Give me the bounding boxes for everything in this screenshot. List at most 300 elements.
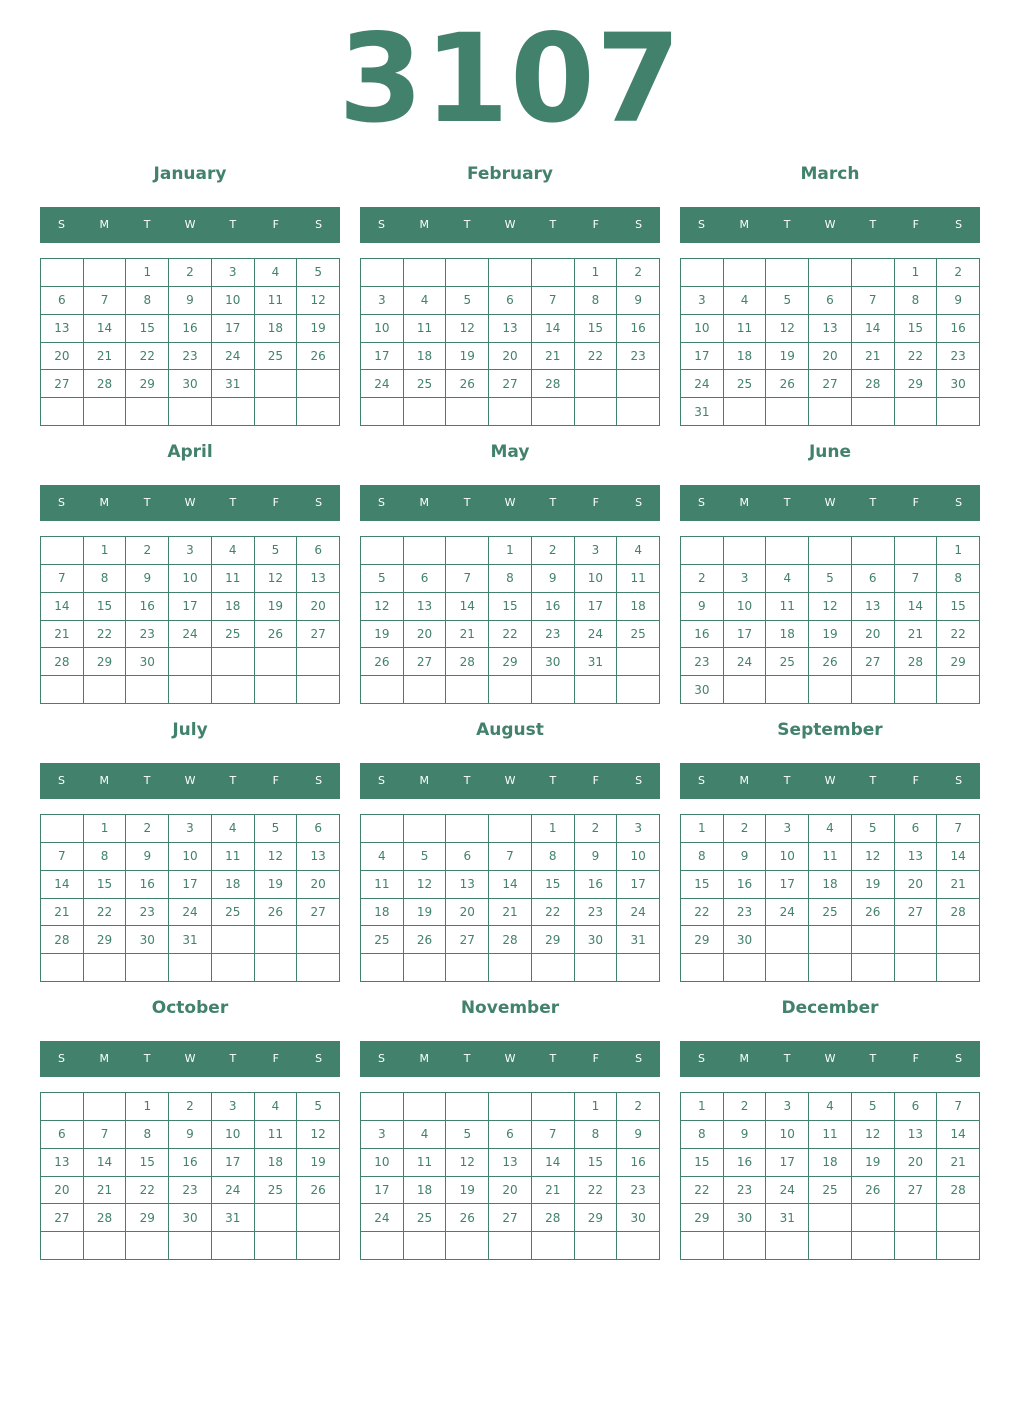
day-cell: 24 (724, 648, 767, 676)
month-name: November (460, 998, 560, 1018)
day-cell: 8 (489, 565, 532, 593)
empty-cell (404, 398, 447, 426)
weekday-label: T (463, 1052, 471, 1065)
day-cell: 14 (532, 1149, 575, 1177)
day-cell: 13 (297, 843, 340, 871)
day-cell: 12 (809, 593, 852, 621)
month-january (40, 154, 340, 424)
day-cell: 13 (895, 1121, 938, 1149)
weekday-label: T (143, 218, 151, 231)
weekday-label: F (912, 1052, 919, 1065)
day-cell: 1 (126, 259, 169, 287)
weekday-label: T (229, 496, 237, 509)
weekday-header (40, 485, 340, 521)
empty-cell (446, 1093, 489, 1121)
month-october (40, 988, 340, 1258)
day-cell: 28 (84, 1204, 127, 1232)
day-cell: 18 (212, 871, 255, 899)
day-cell: 8 (937, 565, 980, 593)
empty-cell (809, 1204, 852, 1232)
day-cell: 20 (297, 593, 340, 621)
day-cell: 13 (41, 1149, 84, 1177)
day-cell: 19 (852, 871, 895, 899)
day-cell: 16 (532, 593, 575, 621)
day-cell: 29 (489, 648, 532, 676)
day-cell: 26 (766, 370, 809, 398)
day-cell: 6 (404, 565, 447, 593)
day-cell: 8 (84, 843, 127, 871)
day-cell: 11 (404, 315, 447, 343)
day-cell: 26 (809, 648, 852, 676)
day-cell: 22 (681, 1177, 724, 1205)
day-cell: 30 (937, 370, 980, 398)
weekday-header (360, 763, 660, 799)
weekday-header (40, 207, 340, 243)
day-cell: 31 (766, 1204, 809, 1232)
weekday-label: T (783, 1052, 791, 1065)
day-cell: 17 (212, 315, 255, 343)
weekday-label: W (824, 774, 836, 787)
day-cell: 25 (212, 899, 255, 927)
empty-cell (212, 954, 255, 982)
day-cell: 4 (617, 537, 660, 565)
day-cell: 21 (937, 871, 980, 899)
day-cell: 8 (126, 1121, 169, 1149)
weekday-header (360, 1041, 660, 1077)
empty-cell (404, 676, 447, 704)
day-cell: 6 (809, 287, 852, 315)
day-cell: 19 (255, 593, 298, 621)
empty-cell (681, 1232, 724, 1260)
empty-cell (852, 954, 895, 982)
day-cell: 24 (766, 899, 809, 927)
weekday-label: T (869, 496, 877, 509)
day-cell: 19 (297, 1149, 340, 1177)
day-cell: 23 (681, 648, 724, 676)
empty-cell (446, 815, 489, 843)
empty-cell (84, 676, 127, 704)
day-cell: 26 (297, 343, 340, 371)
empty-cell (617, 398, 660, 426)
empty-cell (617, 370, 660, 398)
empty-cell (809, 398, 852, 426)
day-cell: 22 (575, 343, 618, 371)
day-cell: 23 (575, 899, 618, 927)
day-cell: 10 (575, 565, 618, 593)
weekday-label: T (549, 1052, 557, 1065)
day-cell: 25 (404, 370, 447, 398)
day-cell: 10 (766, 1121, 809, 1149)
weekday-label: S (635, 496, 643, 509)
day-cell: 11 (255, 287, 298, 315)
weekday-label: T (869, 1052, 877, 1065)
day-cell: 21 (41, 899, 84, 927)
day-cell: 25 (404, 1204, 447, 1232)
day-cell: 21 (937, 1149, 980, 1177)
day-cell: 26 (852, 1177, 895, 1205)
day-cell: 15 (126, 1149, 169, 1177)
day-cell: 13 (895, 843, 938, 871)
day-cell: 28 (937, 1177, 980, 1205)
day-cell: 29 (84, 648, 127, 676)
weekday-label: M (99, 774, 110, 787)
empty-cell (297, 926, 340, 954)
day-cell: 12 (852, 1121, 895, 1149)
day-cell: 22 (84, 621, 127, 649)
empty-cell (361, 537, 404, 565)
day-cell: 23 (724, 1177, 767, 1205)
empty-cell (84, 954, 127, 982)
day-cell: 15 (532, 871, 575, 899)
day-cell: 9 (724, 1121, 767, 1149)
empty-cell (212, 1232, 255, 1260)
day-cell: 17 (766, 871, 809, 899)
day-cell: 20 (809, 343, 852, 371)
day-cell: 22 (84, 899, 127, 927)
day-cell: 10 (212, 1121, 255, 1149)
day-cell: 25 (724, 370, 767, 398)
day-cell: 28 (895, 648, 938, 676)
day-cell: 16 (681, 621, 724, 649)
empty-cell (126, 398, 169, 426)
day-cell: 6 (41, 1121, 84, 1149)
weekday-label: M (739, 1052, 750, 1065)
empty-cell (489, 259, 532, 287)
empty-cell (809, 1232, 852, 1260)
empty-cell (766, 537, 809, 565)
weekday-label: T (783, 496, 791, 509)
empty-cell (681, 259, 724, 287)
day-cell: 6 (489, 1121, 532, 1149)
month-june (680, 432, 980, 702)
day-cell: 8 (126, 287, 169, 315)
day-cell: 16 (126, 593, 169, 621)
day-cell: 1 (681, 815, 724, 843)
month-name: September (777, 720, 883, 740)
day-cell: 14 (84, 315, 127, 343)
day-cell: 16 (126, 871, 169, 899)
month-february (360, 154, 660, 424)
empty-cell (489, 1232, 532, 1260)
day-cell: 24 (617, 899, 660, 927)
day-cell: 29 (575, 1204, 618, 1232)
day-cell: 2 (937, 259, 980, 287)
day-cell: 6 (852, 565, 895, 593)
day-cell: 19 (404, 899, 447, 927)
weekday-label: W (824, 1052, 836, 1065)
weekday-label: W (504, 774, 516, 787)
empty-cell (489, 676, 532, 704)
day-cell: 2 (575, 815, 618, 843)
day-cell: 16 (724, 871, 767, 899)
empty-cell (489, 398, 532, 426)
day-cell: 29 (681, 926, 724, 954)
day-cell: 21 (532, 343, 575, 371)
day-cell: 10 (361, 1149, 404, 1177)
day-cell: 30 (681, 676, 724, 704)
day-cell: 9 (617, 287, 660, 315)
day-cell: 6 (895, 1093, 938, 1121)
day-cell: 1 (575, 1093, 618, 1121)
day-cell: 28 (446, 648, 489, 676)
empty-cell (169, 398, 212, 426)
day-cell: 15 (681, 871, 724, 899)
day-cell: 3 (169, 815, 212, 843)
day-cell: 14 (895, 593, 938, 621)
day-cell: 12 (361, 593, 404, 621)
day-cell: 25 (255, 1177, 298, 1205)
day-cell: 18 (404, 1177, 447, 1205)
day-cell: 27 (446, 926, 489, 954)
day-cell: 16 (617, 315, 660, 343)
day-cell: 4 (404, 1121, 447, 1149)
empty-cell (404, 1093, 447, 1121)
day-cell: 5 (766, 287, 809, 315)
day-cell: 15 (937, 593, 980, 621)
day-cell: 7 (852, 287, 895, 315)
day-cell: 10 (617, 843, 660, 871)
day-cell: 7 (937, 815, 980, 843)
day-cell: 23 (617, 1177, 660, 1205)
day-grid (680, 814, 980, 982)
day-cell: 13 (404, 593, 447, 621)
day-cell: 26 (852, 899, 895, 927)
day-cell: 11 (809, 843, 852, 871)
day-cell: 20 (41, 343, 84, 371)
day-cell: 23 (617, 343, 660, 371)
day-cell: 25 (766, 648, 809, 676)
day-cell: 6 (297, 815, 340, 843)
day-cell: 27 (297, 621, 340, 649)
day-cell: 24 (169, 899, 212, 927)
weekday-header (680, 763, 980, 799)
day-cell: 5 (852, 815, 895, 843)
day-cell: 31 (575, 648, 618, 676)
day-cell: 7 (937, 1093, 980, 1121)
day-cell: 11 (617, 565, 660, 593)
empty-cell (532, 398, 575, 426)
day-cell: 18 (255, 315, 298, 343)
empty-cell (361, 1232, 404, 1260)
day-cell: 8 (575, 287, 618, 315)
day-cell: 21 (84, 1177, 127, 1205)
weekday-label: W (184, 496, 196, 509)
day-cell: 25 (809, 899, 852, 927)
day-cell: 25 (212, 621, 255, 649)
weekday-label: T (229, 1052, 237, 1065)
day-cell: 5 (361, 565, 404, 593)
day-cell: 26 (297, 1177, 340, 1205)
day-cell: 3 (169, 537, 212, 565)
day-cell: 21 (532, 1177, 575, 1205)
day-cell: 20 (489, 343, 532, 371)
weekday-label: M (419, 1052, 430, 1065)
weekday-label: M (99, 1052, 110, 1065)
empty-cell (895, 926, 938, 954)
day-cell: 11 (212, 843, 255, 871)
weekday-label: T (463, 496, 471, 509)
weekday-label: F (272, 496, 279, 509)
day-cell: 8 (895, 287, 938, 315)
weekday-label: W (504, 496, 516, 509)
day-cell: 3 (361, 287, 404, 315)
day-cell: 17 (361, 1177, 404, 1205)
day-cell: 9 (937, 287, 980, 315)
day-cell: 28 (41, 648, 84, 676)
day-cell: 10 (169, 565, 212, 593)
empty-cell (489, 954, 532, 982)
day-cell: 23 (126, 621, 169, 649)
weekday-label: M (419, 774, 430, 787)
empty-cell (361, 398, 404, 426)
weekday-label: S (635, 218, 643, 231)
empty-cell (169, 1232, 212, 1260)
day-cell: 10 (766, 843, 809, 871)
day-cell: 22 (681, 899, 724, 927)
weekday-label: S (377, 774, 385, 787)
day-cell: 20 (895, 871, 938, 899)
day-cell: 22 (937, 621, 980, 649)
weekday-header (360, 207, 660, 243)
day-cell: 30 (724, 1204, 767, 1232)
day-cell: 4 (361, 843, 404, 871)
weekday-label: T (143, 1052, 151, 1065)
weekday-label: M (419, 218, 430, 231)
empty-cell (575, 398, 618, 426)
day-cell: 16 (724, 1149, 767, 1177)
day-cell: 11 (255, 1121, 298, 1149)
day-cell: 6 (489, 287, 532, 315)
empty-cell (937, 1204, 980, 1232)
day-cell: 15 (575, 315, 618, 343)
day-cell: 15 (895, 315, 938, 343)
day-cell: 13 (489, 315, 532, 343)
weekday-label: T (783, 774, 791, 787)
day-cell: 2 (617, 259, 660, 287)
day-cell: 8 (84, 565, 127, 593)
empty-cell (809, 259, 852, 287)
weekday-label: T (463, 774, 471, 787)
day-grid (40, 258, 340, 426)
day-cell: 27 (809, 370, 852, 398)
empty-cell (937, 398, 980, 426)
day-cell: 11 (361, 871, 404, 899)
day-cell: 4 (212, 537, 255, 565)
weekday-header (680, 485, 980, 521)
day-cell: 17 (169, 593, 212, 621)
day-cell: 23 (724, 899, 767, 927)
day-cell: 8 (575, 1121, 618, 1149)
day-cell: 31 (169, 926, 212, 954)
day-cell: 29 (895, 370, 938, 398)
day-cell: 21 (41, 621, 84, 649)
day-cell: 4 (766, 565, 809, 593)
day-cell: 20 (895, 1149, 938, 1177)
day-cell: 30 (126, 926, 169, 954)
weekday-label: T (229, 218, 237, 231)
month-name: December (781, 998, 879, 1018)
weekday-label: S (377, 496, 385, 509)
day-cell: 3 (212, 1093, 255, 1121)
weekday-label: S (697, 496, 705, 509)
day-cell: 13 (852, 593, 895, 621)
day-cell: 2 (169, 1093, 212, 1121)
day-cell: 13 (809, 315, 852, 343)
day-cell: 1 (489, 537, 532, 565)
empty-cell (255, 648, 298, 676)
day-cell: 15 (489, 593, 532, 621)
day-cell: 26 (361, 648, 404, 676)
day-cell: 4 (212, 815, 255, 843)
day-grid (40, 814, 340, 982)
month-name: May (490, 442, 530, 462)
day-cell: 18 (766, 621, 809, 649)
weekday-label: S (635, 1052, 643, 1065)
weekday-label: W (824, 218, 836, 231)
day-cell: 31 (681, 398, 724, 426)
empty-cell (895, 1204, 938, 1232)
day-cell: 24 (361, 1204, 404, 1232)
day-cell: 16 (169, 1149, 212, 1177)
day-cell: 6 (41, 287, 84, 315)
day-cell: 11 (766, 593, 809, 621)
empty-cell (126, 676, 169, 704)
month-name: February (466, 164, 554, 184)
day-cell: 30 (126, 648, 169, 676)
day-cell: 23 (126, 899, 169, 927)
weekday-label: S (315, 218, 323, 231)
day-cell: 14 (937, 843, 980, 871)
day-cell: 2 (681, 565, 724, 593)
day-cell: 16 (575, 871, 618, 899)
day-cell: 18 (724, 343, 767, 371)
day-cell: 12 (255, 565, 298, 593)
empty-cell (361, 259, 404, 287)
empty-cell (41, 398, 84, 426)
empty-cell (169, 676, 212, 704)
day-cell: 21 (852, 343, 895, 371)
empty-cell (532, 1093, 575, 1121)
weekday-label: W (824, 496, 836, 509)
weekday-label: S (955, 1052, 963, 1065)
empty-cell (446, 676, 489, 704)
day-cell: 30 (532, 648, 575, 676)
day-cell: 27 (41, 370, 84, 398)
weekday-label: S (955, 774, 963, 787)
day-grid (360, 1092, 660, 1260)
month-august (360, 710, 660, 980)
empty-cell (41, 1093, 84, 1121)
day-cell: 29 (532, 926, 575, 954)
day-cell: 27 (41, 1204, 84, 1232)
day-cell: 16 (937, 315, 980, 343)
empty-cell (724, 259, 767, 287)
day-cell: 22 (489, 621, 532, 649)
weekday-label: F (592, 496, 599, 509)
day-cell: 29 (84, 926, 127, 954)
weekday-label: F (912, 774, 919, 787)
day-cell: 2 (126, 537, 169, 565)
empty-cell (617, 648, 660, 676)
weekday-label: S (377, 218, 385, 231)
day-cell: 13 (446, 871, 489, 899)
day-cell: 22 (895, 343, 938, 371)
day-cell: 15 (126, 315, 169, 343)
day-cell: 14 (489, 871, 532, 899)
day-cell: 28 (532, 370, 575, 398)
day-cell: 7 (532, 287, 575, 315)
day-cell: 18 (361, 899, 404, 927)
